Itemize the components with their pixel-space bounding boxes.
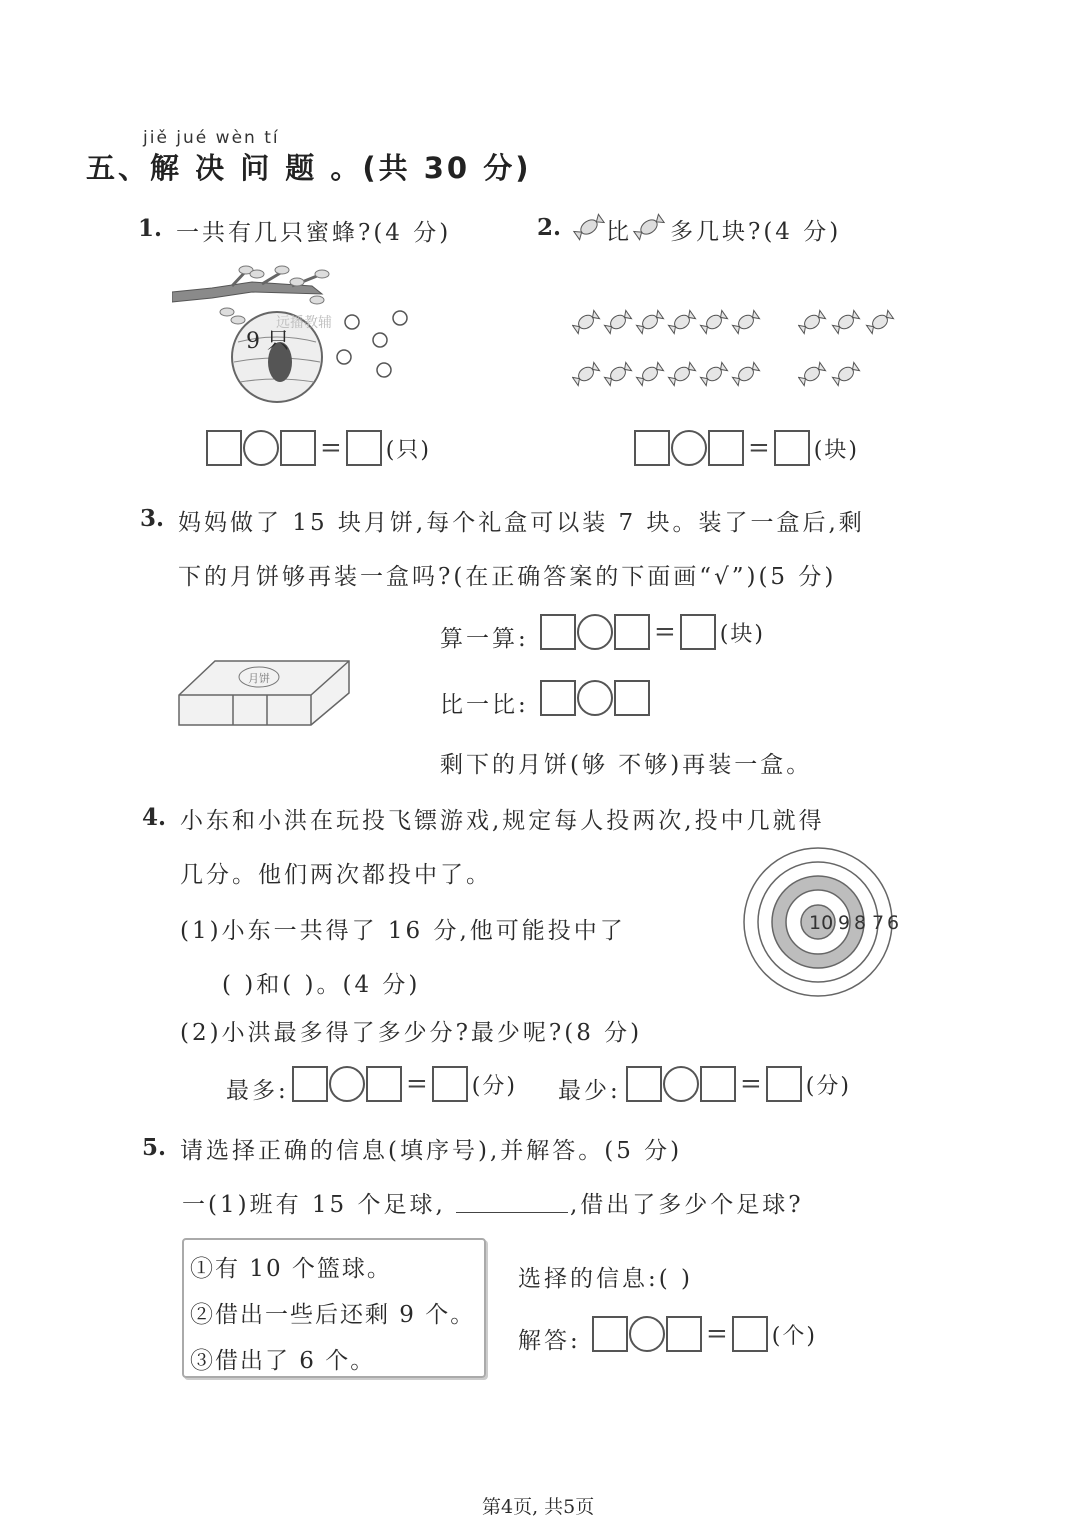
info-options-box: [182, 1238, 486, 1378]
mooncake-box-illustration: [175, 655, 355, 735]
beehive-illustration: [172, 262, 422, 412]
q4-number: 4.: [142, 804, 167, 831]
most-label: 最多:: [226, 1078, 289, 1104]
q4-most-equation: [292, 1066, 517, 1102]
target-score-6: 6: [887, 912, 900, 934]
q5-text: 请选择正确的信息(填序号),并解答。(5 分): [180, 1138, 683, 1164]
q3-conclusion[interactable]: 剩下的月饼(够 不够)再装一盒。: [440, 752, 813, 778]
q2-text-rest: 多几块?(4 分): [670, 219, 842, 245]
q4-least-equation: [626, 1066, 851, 1102]
target-score-8: 8: [854, 912, 867, 934]
answer-box[interactable]: [626, 1066, 662, 1102]
q2-equation: [634, 430, 859, 466]
q4-sub1-line1: (1)小东一共得了 16 分,他可能投中了: [180, 918, 626, 944]
answer-box[interactable]: [540, 614, 576, 650]
target-score-7: 7: [872, 912, 885, 934]
answer-box[interactable]: [366, 1066, 402, 1102]
section-pinyin: jiě jué wèn tí: [143, 128, 280, 148]
fill-blank-line[interactable]: [456, 1212, 568, 1213]
answer-box[interactable]: [614, 614, 650, 650]
q3-number: 3.: [140, 505, 165, 532]
q1-equation: [206, 430, 431, 466]
q4-sub2: (2)小洪最多得了多少分?最少呢?(8 分): [180, 1020, 643, 1046]
q5-equation: [592, 1316, 817, 1352]
q4-line1: 小东和小洪在玩投飞镖游戏,规定每人投两次,投中几就得: [180, 808, 825, 834]
q5-line-after: ,借出了多少个足球?: [570, 1192, 804, 1218]
equals-sign: =: [748, 433, 770, 463]
candy-icon: [572, 212, 606, 242]
q3-line2: 下的月饼够再装一盒吗?(在正确答案的下面画“√”)(5 分): [178, 564, 837, 590]
answer-box[interactable]: [432, 1066, 468, 1102]
candy-group-right: [798, 302, 902, 396]
answer-box[interactable]: [766, 1066, 802, 1102]
unit-label: (块): [813, 437, 859, 463]
operator-circle[interactable]: [663, 1066, 699, 1102]
least-label: 最少:: [558, 1078, 621, 1104]
answer-box[interactable]: [774, 430, 810, 466]
watermark-text: 远播教辅: [276, 315, 332, 331]
unit-label: (个): [771, 1323, 817, 1349]
target-score-9: 9: [838, 912, 851, 934]
answer-box[interactable]: [700, 1066, 736, 1102]
operator-circle[interactable]: [577, 614, 613, 650]
q5-line-before: 一(1)班有 15 个足球,: [182, 1192, 446, 1218]
answer-box[interactable]: [614, 680, 650, 716]
answer-box[interactable]: [206, 430, 242, 466]
candy-icon: [632, 212, 666, 242]
answer-box[interactable]: [346, 430, 382, 466]
option-1[interactable]: ①有 10 个篮球。: [190, 1256, 392, 1282]
answer-box[interactable]: [292, 1066, 328, 1102]
q2-number: 2.: [537, 214, 562, 241]
choice-label[interactable]: 选择的信息:( ): [518, 1266, 694, 1292]
equals-sign: =: [654, 617, 676, 647]
q1-text: 一共有几只蜜蜂?(4 分): [176, 220, 452, 246]
section-title: 五、解 决 问 题 。(共 30 分): [86, 151, 532, 185]
option-2[interactable]: ②借出一些后还剩 9 个。: [190, 1302, 476, 1328]
answer-box[interactable]: [592, 1316, 628, 1352]
equals-sign: =: [320, 433, 342, 463]
answer-box[interactable]: [280, 430, 316, 466]
unit-label: (块): [719, 621, 765, 647]
q2-text-compare: 比: [606, 219, 632, 245]
hive-label: 9 只: [246, 329, 289, 354]
operator-circle[interactable]: [329, 1066, 365, 1102]
q1-number: 1.: [138, 215, 163, 242]
operator-circle[interactable]: [577, 680, 613, 716]
answer-box[interactable]: [634, 430, 670, 466]
option-3[interactable]: ③借出了 6 个。: [190, 1348, 376, 1374]
calc-label: 算一算:: [440, 626, 529, 652]
box-label: 月饼: [248, 672, 270, 685]
operator-circle[interactable]: [671, 430, 707, 466]
q4-sub1-line2[interactable]: ( )和( )。(4 分): [222, 972, 421, 998]
q3-compare: [540, 680, 650, 716]
operator-circle[interactable]: [629, 1316, 665, 1352]
candy-group-left: [572, 302, 772, 396]
q3-line1: 妈妈做了 15 块月饼,每个礼盒可以装 7 块。装了一盒后,剩: [178, 510, 865, 536]
target-score-10: 10: [809, 912, 834, 934]
equals-sign: =: [706, 1319, 728, 1349]
answer-box[interactable]: [680, 614, 716, 650]
q3-calc-equation: [540, 614, 765, 650]
answer-box[interactable]: [732, 1316, 768, 1352]
unit-label: (分): [471, 1073, 517, 1099]
operator-circle[interactable]: [243, 430, 279, 466]
answer-box[interactable]: [540, 680, 576, 716]
answer-box[interactable]: [708, 430, 744, 466]
equals-sign: =: [740, 1069, 762, 1099]
q5-number: 5.: [142, 1134, 167, 1161]
unit-label: (分): [805, 1073, 851, 1099]
compare-label: 比一比:: [440, 692, 529, 718]
answer-label: 解答:: [518, 1328, 581, 1354]
page-footer: 第4页, 共5页: [482, 1496, 595, 1518]
unit-label: (只): [385, 437, 431, 463]
answer-box[interactable]: [666, 1316, 702, 1352]
q4-line2: 几分。他们两次都投中了。: [180, 862, 492, 888]
bee-icons: [337, 311, 407, 377]
equals-sign: =: [406, 1069, 428, 1099]
